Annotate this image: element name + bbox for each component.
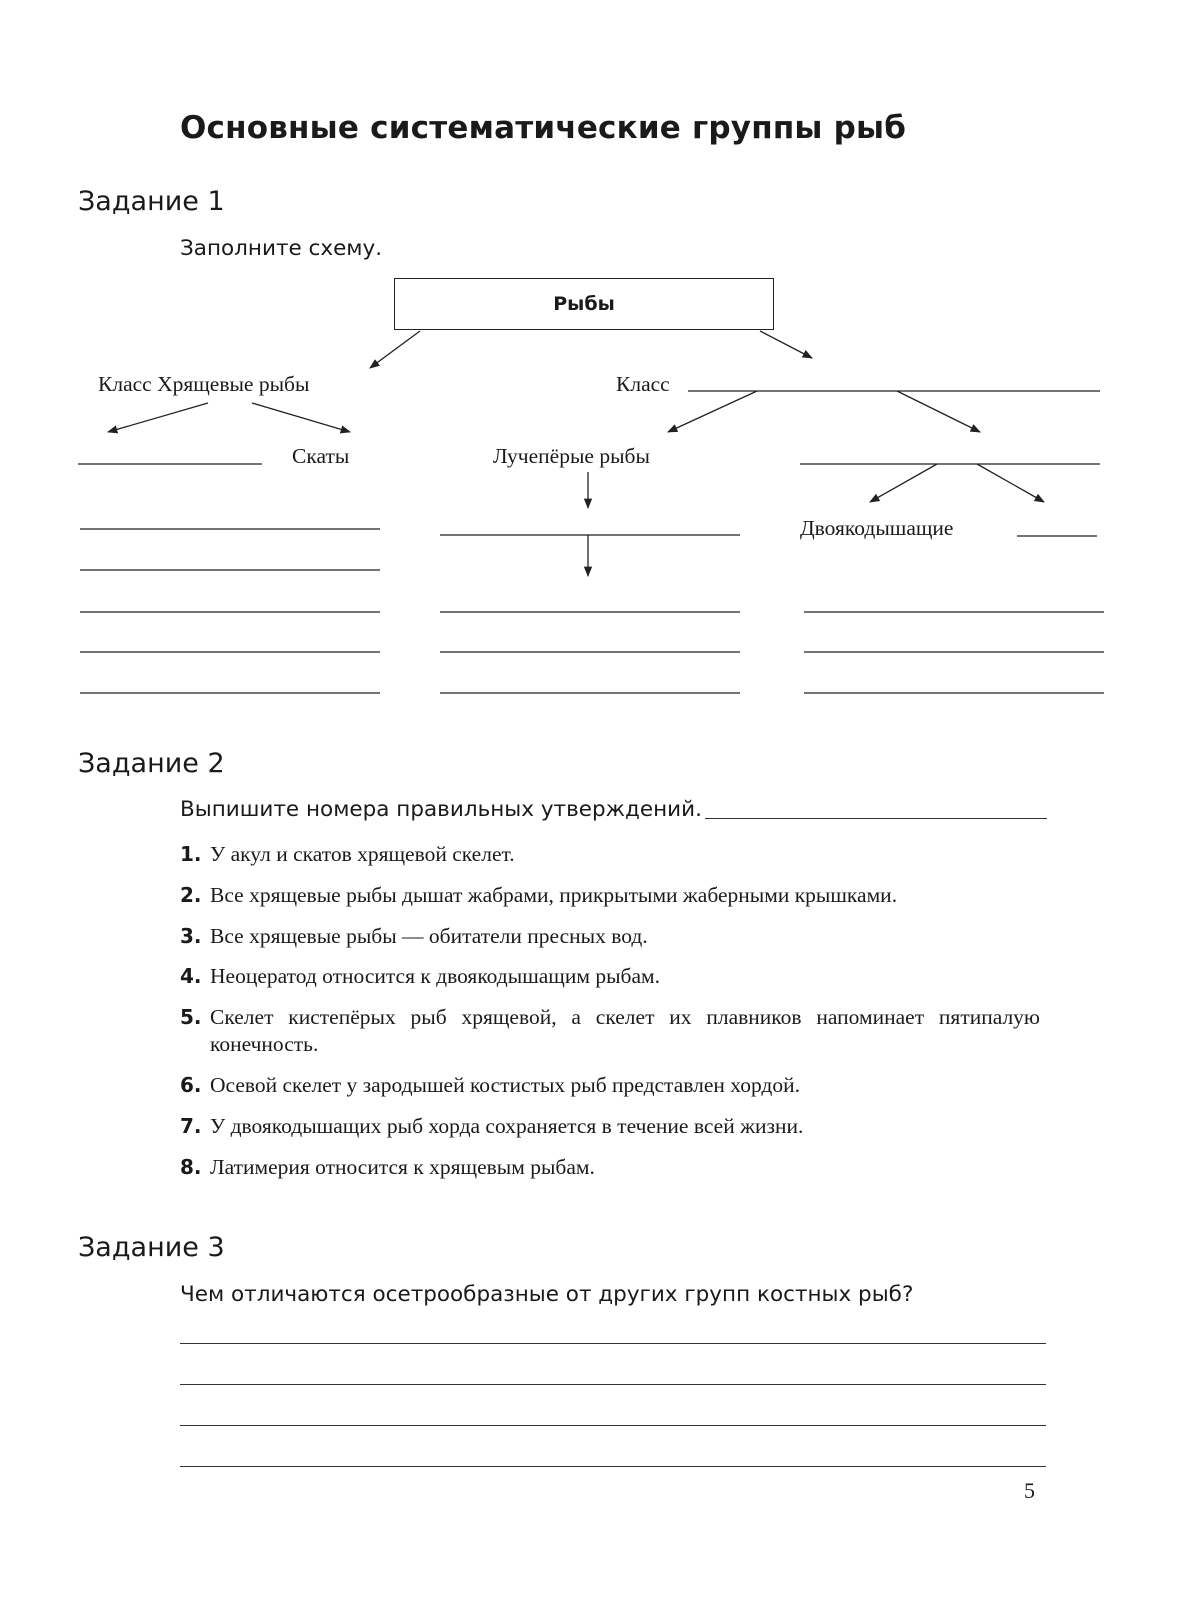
- page-title: Основные систематические группы рыб: [180, 110, 907, 146]
- statement-text: Все хрящевые рыбы — обитатели пресных вод.: [210, 924, 648, 948]
- page-number: 5: [1024, 1478, 1035, 1503]
- arrow-left-b: [252, 403, 350, 432]
- scheme-right-class: Класс: [616, 372, 670, 396]
- statement-text: У двоякодышащих рыб хорда сохраняется в течение всей жизни.: [210, 1114, 804, 1138]
- scheme-connectors: [0, 0, 1200, 720]
- statement-text: Осевой скелет у зародышей костистых рыб представлен хордой.: [210, 1073, 800, 1097]
- task3-answer-line: [180, 1384, 1046, 1385]
- statement-number: 2.: [180, 883, 202, 907]
- task1-heading: Задание 1: [78, 186, 225, 217]
- scheme-root-label: Рыбы: [553, 293, 615, 315]
- statement-item: [180, 963, 1040, 990]
- task3-answer-line: [180, 1466, 1046, 1467]
- statement-number: 3.: [180, 924, 202, 948]
- statement-text: Все хрящевые рыбы дышат жабрами, прикрытыми жаберными крышками.: [210, 883, 898, 907]
- statement-item: [180, 1004, 1040, 1058]
- statement-number: 7.: [180, 1114, 202, 1138]
- statement-item: [180, 1113, 1040, 1140]
- statement-item: [180, 923, 1040, 950]
- statement-text: Неоцератод относится к двоякодышащим рыбам.: [210, 964, 660, 988]
- arrow-left-a: [108, 403, 208, 432]
- statement-number: 1.: [180, 842, 202, 866]
- statement-number: 5.: [180, 1005, 202, 1029]
- arrow-right-a: [668, 391, 757, 432]
- arrow-root-right: [760, 331, 812, 358]
- arrow-sub-a: [870, 464, 937, 502]
- scheme-right-sub-child: Двоякодышащие: [800, 516, 954, 540]
- statement-number: 8.: [180, 1155, 202, 1179]
- statement-number: 6.: [180, 1073, 202, 1097]
- statement-item: [180, 882, 1040, 909]
- task3-answer-line: [180, 1343, 1046, 1344]
- statement-text: Латимерия относится к хрящевым рыбам.: [210, 1155, 595, 1179]
- arrow-sub-b: [977, 464, 1044, 502]
- statement-item: [180, 1072, 1040, 1099]
- arrow-right-b: [897, 391, 980, 432]
- scheme-left-class: Класс Хрящевые рыбы: [98, 372, 310, 396]
- task3-heading: Задание 3: [78, 1232, 225, 1263]
- statement-item: [180, 1154, 1040, 1181]
- task2-answer-line: [705, 818, 1047, 819]
- task3-question: Чем отличаются осетрообразные от других групп костных рыб?: [180, 1282, 914, 1307]
- statement-item: [180, 841, 1040, 868]
- statement-text: Скелет кистепёрых рыб хрящевой, а скелет их плавников напоминает пятипалую конечность.: [210, 1005, 1040, 1056]
- statement-number: 4.: [180, 964, 202, 988]
- task2-instruction: Выпишите номера правильных утверждений.: [180, 797, 702, 822]
- task1-instruction: Заполните схему.: [180, 236, 383, 261]
- arrow-root-left: [370, 331, 420, 368]
- task2-heading: Задание 2: [78, 748, 225, 779]
- statement-text: У акул и скатов хрящевой скелет.: [210, 842, 515, 866]
- scheme-left-child: Скаты: [292, 444, 350, 468]
- task3-answer-line: [180, 1425, 1046, 1426]
- scheme-right-child: Лучепёрые рыбы: [493, 444, 650, 468]
